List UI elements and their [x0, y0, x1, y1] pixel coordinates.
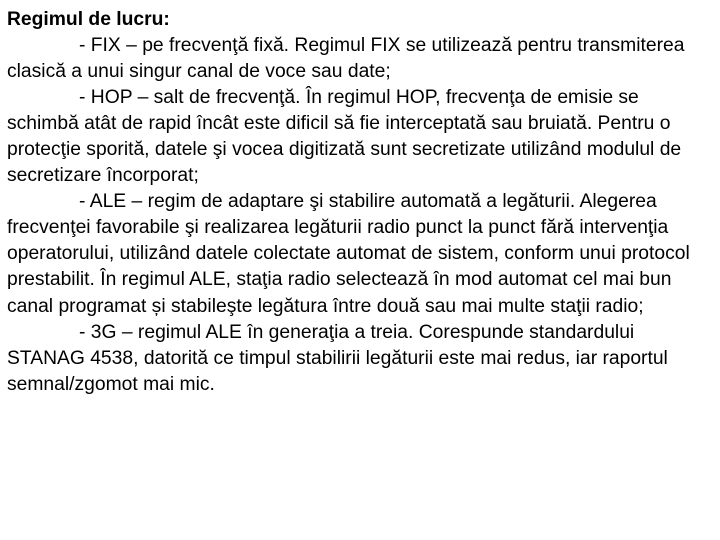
section-heading: Regimul de lucru: [7, 9, 170, 30]
paragraph-fix-mode: - FIX – pe frecvenţă fixă. Regimul FIX se utilizează pentru transmiterea clasică a unui singur canal de voce sau date; [7, 35, 685, 83]
paragraph-ale-mode: - ALE – regim de adaptare şi stabilire automată a legăturii. Alegerea frecvenţei favorabile şi realizarea legăturii radio punct la punct fără intervenţia operatorului, utilizând datele colectate automat de sistem, conform unui protocol prestabilit. În regimul ALE, staţia radio selectează în mod automat cel mai bun canal programat și stabileşte legătura între două sau mai multe staţii radio; [7, 191, 690, 317]
paragraph-hop-mode: - HOP – salt de frecvenţă. În regimul HOP, frecvenţa de emisie se schimbă atât de rapid încât este dificil să fie interceptată sau bruiată. Pentru o protecţie sporită, datele şi vocea digitizată sunt secretizate utilizând modulul de secretizare încorporat; [7, 87, 682, 187]
paragraph-3g-mode: - 3G – regimul ALE în generaţia a treia. Corespunde standardului STANAG 4538, datorită ce timpul stabilirii legăturii este mai redus, iar raportul semnal/zgomot mai mic. [7, 321, 668, 395]
document-page [7, 7, 715, 398]
